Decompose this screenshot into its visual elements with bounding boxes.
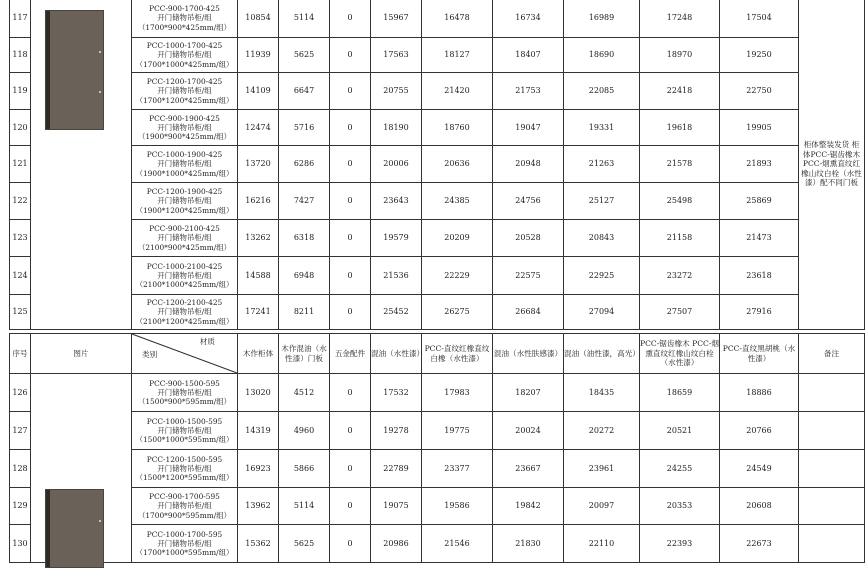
spec-line: （1700*1000*595mm/组） xyxy=(135,548,234,558)
price-cell: 18970 xyxy=(640,38,720,73)
row-number: 121 xyxy=(10,146,31,183)
spec-line: 开门储物吊柜/组 xyxy=(157,387,212,397)
price-cell: 8211 xyxy=(279,295,330,330)
price-cell: 21158 xyxy=(640,220,720,257)
remark-cell xyxy=(799,488,865,525)
price-cell: 18190 xyxy=(371,110,422,146)
price-cell: 19905 xyxy=(720,110,799,146)
spec-line: PCC-1000-2100-425 xyxy=(146,261,223,271)
price-cell: 21420 xyxy=(422,73,493,110)
price-cell: 18127 xyxy=(422,38,493,73)
row-number: 123 xyxy=(10,220,31,257)
price-cell: 17241 xyxy=(238,295,279,330)
price-cell: 20097 xyxy=(564,488,640,525)
spec-line: 开门储物吊柜/组 xyxy=(157,501,212,511)
spec-line: PCC-900-1700-595 xyxy=(149,492,220,502)
price-cell: 21893 xyxy=(720,146,799,183)
price-table-lower xyxy=(9,333,865,563)
table-row xyxy=(10,110,865,146)
spec-cell xyxy=(132,0,238,38)
table-row xyxy=(10,220,865,257)
spec-line: （1900*1000*425mm/组） xyxy=(135,168,234,178)
header-picture: 图片 xyxy=(31,334,132,374)
price-cell: 0 xyxy=(330,110,371,146)
row-number: 118 xyxy=(10,38,31,73)
spec-cell xyxy=(132,146,238,183)
row-number: 125 xyxy=(10,295,31,330)
price-cell: 21578 xyxy=(640,146,720,183)
price-cell: 20608 xyxy=(720,488,799,525)
price-cell: 5625 xyxy=(279,38,330,73)
price-cell: 23272 xyxy=(640,257,720,295)
table-row xyxy=(10,412,865,450)
price-cell: 20843 xyxy=(564,220,640,257)
spec-line: 开门储物吊柜/组 xyxy=(157,425,212,435)
price-cell: 27507 xyxy=(640,295,720,330)
price-cell: 21546 xyxy=(422,525,493,563)
price-cell: 21830 xyxy=(493,525,564,563)
price-cell: 23643 xyxy=(371,183,422,220)
price-cell: 17563 xyxy=(371,38,422,73)
spec-line: 开门储物吊柜/组 xyxy=(157,159,212,169)
header-category: 类别 xyxy=(142,349,158,359)
price-cell: 13720 xyxy=(238,146,279,183)
header-material: 材质 xyxy=(199,337,215,346)
row-number: 119 xyxy=(10,73,31,110)
spec-line: PCC-1200-1500-595 xyxy=(146,454,223,464)
remark-cell: 柜体整装发货 柜体PCC-锯齿橡木 PCC-烟熏直纹红橡山纹白栓（水性漆）配不同门板 xyxy=(799,0,865,330)
price-cell: 18207 xyxy=(493,374,564,412)
price-cell: 4960 xyxy=(279,412,330,450)
price-cell: 22575 xyxy=(493,257,564,295)
spec-line: 开门储物吊柜/组 xyxy=(157,122,212,132)
price-cell: 6948 xyxy=(279,257,330,295)
price-cell: 18690 xyxy=(564,38,640,73)
cabinet-image-lower xyxy=(45,489,104,568)
price-cell: 14109 xyxy=(238,73,279,110)
price-cell: 18435 xyxy=(564,374,640,412)
price-cell: 6647 xyxy=(279,73,330,110)
price-cell: 22418 xyxy=(640,73,720,110)
spec-line: PCC-1000-1900-425 xyxy=(146,150,223,160)
spec-line: PCC-1000-1700-425 xyxy=(146,41,223,51)
price-cell: 19250 xyxy=(720,38,799,73)
spec-line: 开门储物吊柜/组 xyxy=(157,50,212,60)
spec-line: PCC-1200-2100-425 xyxy=(146,298,223,308)
spec-line: PCC-1200-1700-425 xyxy=(146,77,223,87)
spec-cell xyxy=(132,374,238,412)
price-cell: 18407 xyxy=(493,38,564,73)
header-col-3: 五金配件 xyxy=(330,334,371,374)
price-cell: 27094 xyxy=(564,295,640,330)
price-cell: 26275 xyxy=(422,295,493,330)
price-cell: 0 xyxy=(330,183,371,220)
price-cell: 19075 xyxy=(371,488,422,525)
price-cell: 15362 xyxy=(238,525,279,563)
header-col-9: PCC-直纹黑胡桃（水性漆） xyxy=(720,334,799,374)
spec-line: （1500*900*595mm/组） xyxy=(137,397,232,407)
price-cell: 16989 xyxy=(564,0,640,38)
price-cell: 13962 xyxy=(238,488,279,525)
spec-cell xyxy=(132,220,238,257)
remark-cell xyxy=(799,412,865,450)
table-row xyxy=(10,374,865,412)
price-cell: 20006 xyxy=(371,146,422,183)
header-material-category xyxy=(132,334,238,374)
spec-line: 开门储物吊柜/组 xyxy=(157,307,212,317)
price-cell: 22110 xyxy=(564,525,640,563)
spec-line: 开门储物吊柜/组 xyxy=(157,196,212,206)
price-cell: 0 xyxy=(330,295,371,330)
table-row xyxy=(10,450,865,488)
price-cell: 20766 xyxy=(720,412,799,450)
price-cell: 11939 xyxy=(238,38,279,73)
header-col-4: 混油（水性漆） xyxy=(371,334,422,374)
price-cell: 27916 xyxy=(720,295,799,330)
price-cell: 10854 xyxy=(238,0,279,38)
price-cell: 23961 xyxy=(564,450,640,488)
header-col-7: 混油（油性漆，高光） xyxy=(564,334,640,374)
price-cell: 21473 xyxy=(720,220,799,257)
spec-cell xyxy=(132,73,238,110)
spec-line: （1700*900*595mm/组） xyxy=(137,510,232,520)
header-col-1: 木作柜体 xyxy=(238,334,279,374)
table-header-row xyxy=(10,334,865,374)
table-row xyxy=(10,38,865,73)
price-cell: 5114 xyxy=(279,0,330,38)
price-cell: 0 xyxy=(330,0,371,38)
spec-line: （1700*1200*425mm/组） xyxy=(135,95,234,105)
spec-cell xyxy=(132,183,238,220)
price-cell: 4512 xyxy=(279,374,330,412)
price-cell: 19579 xyxy=(371,220,422,257)
price-cell: 13262 xyxy=(238,220,279,257)
price-cell: 19047 xyxy=(493,110,564,146)
spec-line: PCC-1000-1500-595 xyxy=(146,416,223,426)
row-number: 122 xyxy=(10,183,31,220)
price-cell: 0 xyxy=(330,146,371,183)
price-cell: 20948 xyxy=(493,146,564,183)
price-cell: 22789 xyxy=(371,450,422,488)
price-cell: 25869 xyxy=(720,183,799,220)
spec-line: PCC-900-2100-425 xyxy=(149,224,220,234)
price-cell: 20636 xyxy=(422,146,493,183)
spec-line: PCC-900-1700-425 xyxy=(149,4,220,14)
price-cell: 19842 xyxy=(493,488,564,525)
price-cell: 23667 xyxy=(493,450,564,488)
price-cell: 19775 xyxy=(422,412,493,450)
spec-cell xyxy=(132,488,238,525)
price-cell: 18886 xyxy=(720,374,799,412)
price-cell: 7427 xyxy=(279,183,330,220)
row-number: 120 xyxy=(10,110,31,146)
price-cell: 5866 xyxy=(279,450,330,488)
price-cell: 19331 xyxy=(564,110,640,146)
price-cell: 15967 xyxy=(371,0,422,38)
row-number: 127 xyxy=(10,412,31,450)
price-cell: 25452 xyxy=(371,295,422,330)
spec-line: （1900*1200*425mm/组） xyxy=(135,205,234,215)
price-cell: 20209 xyxy=(422,220,493,257)
spec-line: 开门储物吊柜/组 xyxy=(157,13,212,23)
price-cell: 23377 xyxy=(422,450,493,488)
price-cell: 20272 xyxy=(564,412,640,450)
row-number: 129 xyxy=(10,488,31,525)
spec-line: （1700*1000*425mm/组） xyxy=(135,59,234,69)
spec-cell xyxy=(132,110,238,146)
price-cell: 16734 xyxy=(493,0,564,38)
spec-line: 开门储物吊柜/组 xyxy=(157,86,212,96)
price-cell: 24756 xyxy=(493,183,564,220)
price-cell: 19618 xyxy=(640,110,720,146)
price-cell: 22673 xyxy=(720,525,799,563)
price-cell: 17532 xyxy=(371,374,422,412)
row-number: 130 xyxy=(10,525,31,563)
price-cell: 0 xyxy=(330,38,371,73)
price-cell: 24549 xyxy=(720,450,799,488)
table-row xyxy=(10,183,865,220)
price-cell: 0 xyxy=(330,257,371,295)
price-cell: 0 xyxy=(330,412,371,450)
price-cell: 5114 xyxy=(279,488,330,525)
price-cell: 17983 xyxy=(422,374,493,412)
remark-cell xyxy=(799,525,865,563)
spec-line: （1500*1200*595mm/组） xyxy=(135,473,234,483)
table-row xyxy=(10,73,865,110)
header-remark: 备注 xyxy=(799,334,865,374)
header-col-8: PCC-锯齿橡木 PCC-烟熏直纹红橡山纹白栓（水性漆） xyxy=(640,334,720,374)
table-row xyxy=(10,0,865,38)
price-cell: 22229 xyxy=(422,257,493,295)
table-row xyxy=(10,146,865,183)
price-cell: 13020 xyxy=(238,374,279,412)
header-col-2: 木作混油（水性漆）门板 xyxy=(279,334,330,374)
price-cell: 14319 xyxy=(238,412,279,450)
price-cell: 17504 xyxy=(720,0,799,38)
price-cell: 18760 xyxy=(422,110,493,146)
price-cell: 0 xyxy=(330,374,371,412)
price-cell: 21536 xyxy=(371,257,422,295)
row-number: 117 xyxy=(10,0,31,38)
price-cell: 20755 xyxy=(371,73,422,110)
price-cell: 22393 xyxy=(640,525,720,563)
price-cell: 0 xyxy=(330,73,371,110)
price-cell: 26684 xyxy=(493,295,564,330)
spec-line: 开门储物吊柜/组 xyxy=(157,233,212,243)
price-cell: 6286 xyxy=(279,146,330,183)
price-cell: 25498 xyxy=(640,183,720,220)
spec-line: （2100*900*425mm/组） xyxy=(137,242,232,252)
price-cell: 20528 xyxy=(493,220,564,257)
spec-line: 开门储物吊柜/组 xyxy=(157,463,212,473)
spec-cell xyxy=(132,295,238,330)
price-cell: 16216 xyxy=(238,183,279,220)
header-col-5: PCC-直纹红橡直纹白橡（水性漆） xyxy=(422,334,493,374)
spec-cell xyxy=(132,257,238,295)
price-cell: 19586 xyxy=(422,488,493,525)
price-cell: 0 xyxy=(330,525,371,563)
price-cell: 20521 xyxy=(640,412,720,450)
price-cell: 22925 xyxy=(564,257,640,295)
row-number: 128 xyxy=(10,450,31,488)
price-cell: 16923 xyxy=(238,450,279,488)
price-cell: 21753 xyxy=(493,73,564,110)
price-cell: 24255 xyxy=(640,450,720,488)
spec-line: PCC-1000-1700-595 xyxy=(146,529,223,539)
spec-cell xyxy=(132,525,238,563)
price-cell: 5625 xyxy=(279,525,330,563)
table-row xyxy=(10,525,865,563)
price-cell: 16478 xyxy=(422,0,493,38)
price-table-upper xyxy=(9,0,865,330)
spec-cell xyxy=(132,450,238,488)
price-cell: 22750 xyxy=(720,73,799,110)
price-cell: 20024 xyxy=(493,412,564,450)
spec-line: PCC-900-1900-425 xyxy=(149,113,220,123)
spec-line: PCC-900-1500-595 xyxy=(149,378,220,388)
spec-line: （1900*900*425mm/组） xyxy=(137,132,232,142)
row-number: 124 xyxy=(10,257,31,295)
price-cell: 5716 xyxy=(279,110,330,146)
table-row xyxy=(10,295,865,330)
remark-cell xyxy=(799,374,865,412)
header-col-6: 混油（水性肤感漆） xyxy=(493,334,564,374)
spec-line: （2100*1000*425mm/组） xyxy=(135,280,234,290)
table-row xyxy=(10,488,865,525)
price-cell: 18659 xyxy=(640,374,720,412)
remark-cell xyxy=(799,450,865,488)
spec-cell xyxy=(132,412,238,450)
cabinet-image-upper xyxy=(45,10,104,130)
price-cell: 12474 xyxy=(238,110,279,146)
price-cell: 23618 xyxy=(720,257,799,295)
spec-line: 开门储物吊柜/组 xyxy=(157,270,212,280)
table-row xyxy=(10,257,865,295)
price-cell: 25127 xyxy=(564,183,640,220)
price-cell: 0 xyxy=(330,450,371,488)
row-number: 126 xyxy=(10,374,31,412)
price-cell: 21263 xyxy=(564,146,640,183)
spec-line: （1700*900*425mm/组） xyxy=(137,22,232,32)
price-cell: 20353 xyxy=(640,488,720,525)
price-cell: 6318 xyxy=(279,220,330,257)
price-cell: 0 xyxy=(330,488,371,525)
price-cell: 14588 xyxy=(238,257,279,295)
spec-line: 开门储物吊柜/组 xyxy=(157,538,212,548)
price-cell: 22085 xyxy=(564,73,640,110)
spec-cell xyxy=(132,38,238,73)
price-cell: 24385 xyxy=(422,183,493,220)
spec-line: （2100*1200*425mm/组） xyxy=(135,316,234,326)
price-cell: 19278 xyxy=(371,412,422,450)
spec-line: （1500*1000*595mm/组） xyxy=(135,435,234,445)
spec-line: PCC-1200-1900-425 xyxy=(146,187,223,197)
price-cell: 17248 xyxy=(640,0,720,38)
price-cell: 0 xyxy=(330,220,371,257)
header-no: 序号 xyxy=(10,334,31,374)
price-cell: 20986 xyxy=(371,525,422,563)
